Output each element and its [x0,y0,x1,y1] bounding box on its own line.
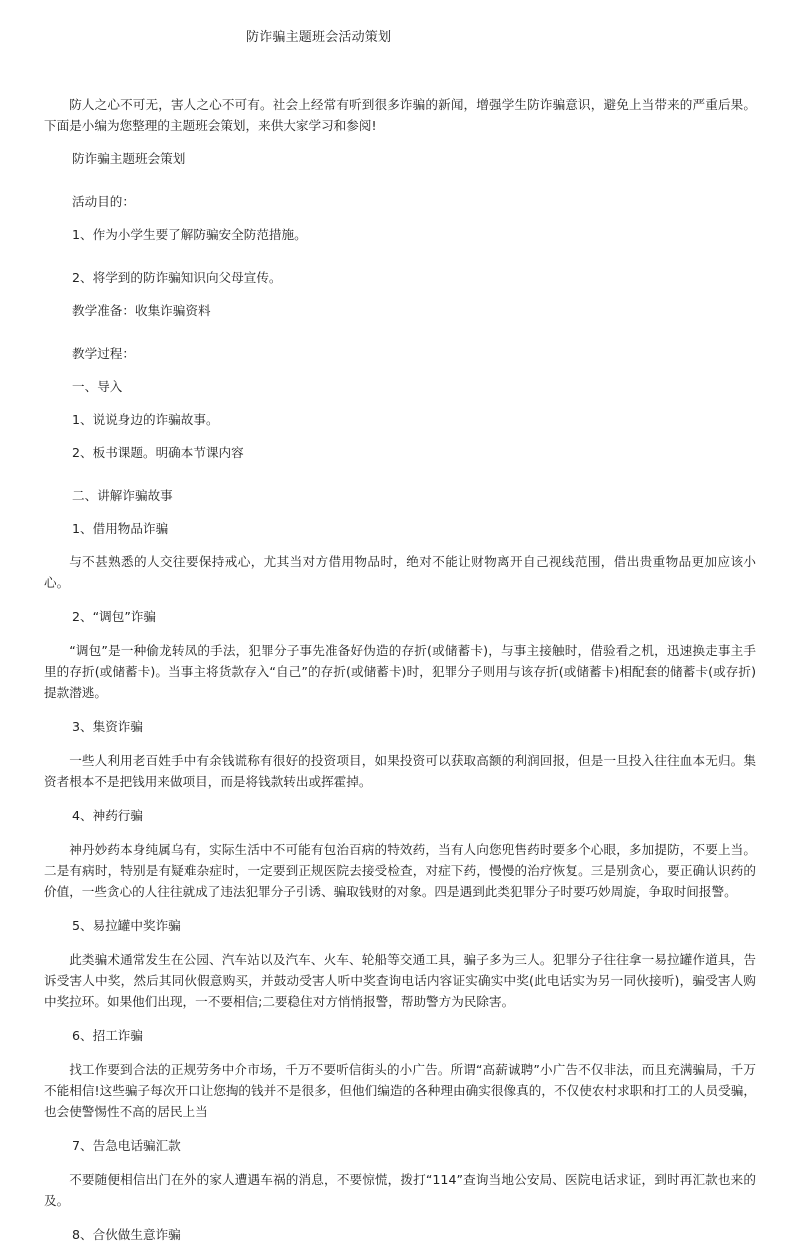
document-body [44,94,756,1245]
case-6-title: 6、招工诈骗 [72,1028,143,1043]
case-3-body: 一些人利用老百姓手中有余钱谎称有很好的投资项目，如果投资可以获取高额的利润回报，但是一旦投入往往血本无归。集资者根本不是把钱用来做项目，而是将钱款转出或挥霍掉。 [44,753,756,789]
section-heading-intro: 一、导入 [72,379,123,394]
case-3-title: 3、集资诈骗 [72,719,143,734]
case-4-title: 4、神药行骗 [72,808,143,823]
goal-label: 活动目的： [72,194,135,209]
case-4-body: 神丹妙药本身纯属乌有，实际生活中不可能有包治百病的特效药，当有人向您兜售药时要多个心眼，多加提防，不要上当。二是有病时，特别是有疑难杂症时，一定要到正规医院去接受检查，对症下药，慢慢的治疗恢复。三是别贪心，要正确认识药的价值，一些贪心的人往往就成了违法犯罪分子引诱、骗取钱财的对象。四是遇到此类犯罪分子时要巧妙周旋，争取时间报警。 [44,842,756,899]
case-7-body: 不要随便相信出门在外的家人遭遇车祸的消息，不要惊慌，拨打“114”查询当地公安局、医院电话求证，到时再汇款也来的及。 [44,1172,756,1208]
goal-item-1: 1、作为小学生要了解防骗安全防范措施。 [72,227,307,242]
process-label: 教学过程： [72,346,135,361]
intro-paragraph: 防人之心不可无，害人之心不可有。社会上经常有听到很多诈骗的新闻，增强学生防诈骗意识，避免上当带来的严重后果。下面是小编为您整理的主题班会策划，来供大家学习和参阅! [44,97,756,133]
section-1-item-2: 2、板书课题。明确本节课内容 [72,445,244,460]
case-1-title: 1、借用物品诈骗 [72,521,169,536]
section-heading-stories: 二、讲解诈骗故事 [72,488,173,503]
case-6-body: 找工作要到合法的正规劳务中介市场，千万不要听信街头的小广告。所谓“高薪诚聘”小广告不仅非法，而且充满骗局，千万不能相信!这些骗子每次开口让您掏的钱并不是很多，但他们编造的各种理由确实很像真的，不仅使农村求职和打工的人员受骗，也会使警惕性不高的居民上当 [44,1062,756,1119]
case-5-body: 此类骗术通常发生在公园、汽车站以及汽车、火车、轮船等交通工具，骗子多为三人。犯罪分子往往拿一易拉罐作道具，告诉受害人中奖，然后其同伙假意购买，并鼓动受害人听中奖查询电话内容证实确实中奖(此电话实为另一同伙接听)，骗受害人购中奖拉环。如果他们出现，一不要相信;二要稳住对方悄悄报警，帮助警方为民除害。 [44,952,756,1009]
case-1-body: 与不甚熟悉的人交往要保持戒心，尤其当对方借用物品时，绝对不能让财物离开自己视线范围，借出贵重物品更加应该小心。 [44,554,756,590]
case-2-title: 2、“调包”诈骗 [72,609,157,624]
section-1-item-1: 1、说说身边的诈骗故事。 [72,412,219,427]
case-8-title: 8、合伙做生意诈骗 [72,1227,181,1242]
document-title: 防诈骗主题班会活动策划 [246,30,392,45]
subtitle: 防诈骗主题班会策划 [72,151,186,166]
case-2-body: “调包”是一种偷龙转凤的手法，犯罪分子事先准备好伪造的存折(或储蓄卡)，与事主接触时，借验看之机，迅速换走事主手里的存折(或储蓄卡)。当事主将货款存入“自己”的存折(或储蓄卡)时，犯罪分子则用与该存折(或储蓄卡)相配套的储蓄卡(或存折)提款潜逃。 [44,643,756,700]
goal-item-2: 2、将学到的防诈骗知识向父母宣传。 [72,270,282,285]
case-5-title: 5、易拉罐中奖诈骗 [72,918,181,933]
teaching-prep: 教学准备：收集诈骗资料 [72,303,211,318]
case-7-title: 7、告急电话骗汇款 [72,1138,181,1153]
